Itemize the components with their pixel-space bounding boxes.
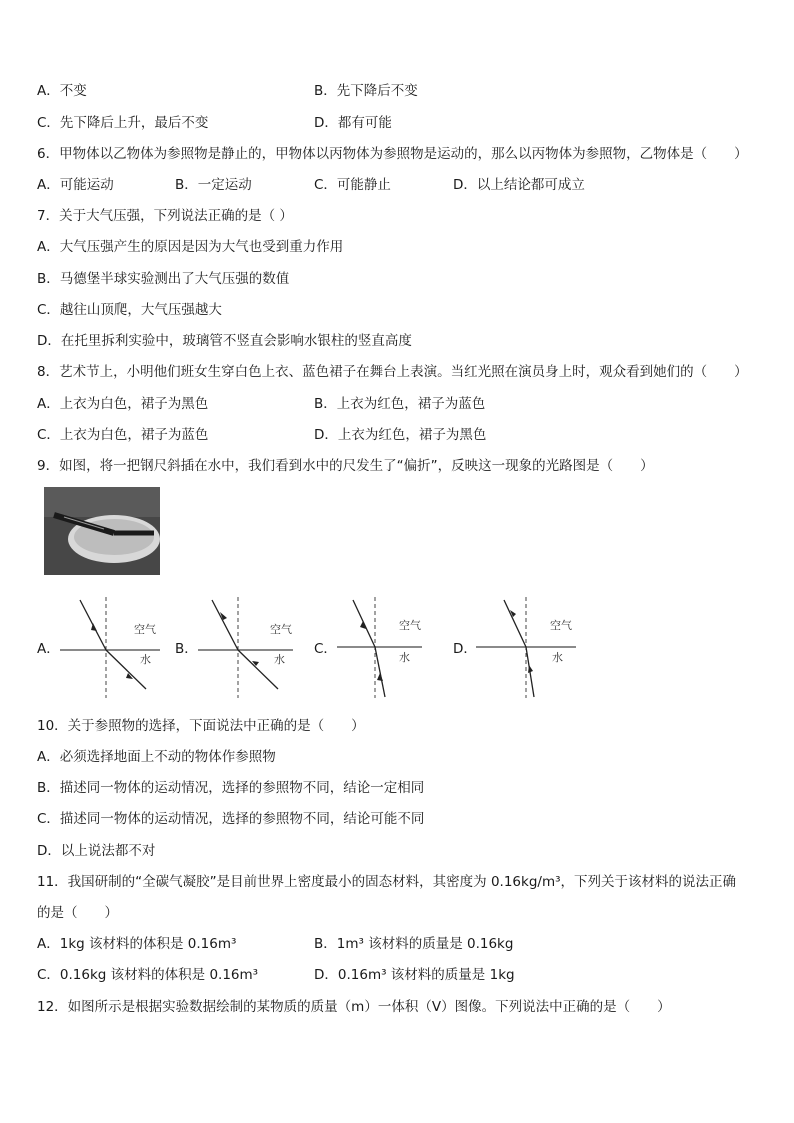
- q8-option-d: D．上衣为红色，裙子为黑色: [314, 427, 487, 443]
- q10-option-a: A．必须选择地面上不动的物体作参照物: [37, 749, 276, 765]
- water-label: 水: [552, 651, 563, 664]
- q10-option-b: B．描述同一物体的运动情况，选择的参照物不同，结论一定相同: [37, 780, 425, 796]
- q6-option-c: C．可能静止: [314, 177, 391, 193]
- q10-option-d: D．以上说法都不对: [37, 843, 156, 859]
- q5-option-b: B．先下降后不变: [314, 83, 418, 99]
- q11-stem-line1: 11．我国研制的“全碳气凝胶”是目前世界上密度最小的固态材料，其密度为 0.16kg/m³，下列关于该材料的说法正确: [37, 874, 737, 890]
- q11-option-a: A．1kg 该材料的体积是 0.16m³: [37, 936, 237, 952]
- q5-option-c: C．先下降后上升，最后不变: [37, 115, 209, 131]
- q6-option-b: B．一定运动: [175, 177, 252, 193]
- air-label: 空气: [270, 623, 292, 636]
- q9-option-d-label: D．: [453, 641, 477, 657]
- air-label: 空气: [550, 619, 572, 632]
- water-label: 水: [274, 653, 285, 666]
- q11-stem-line2: 的是（ ）: [37, 905, 118, 921]
- q8-option-b: B．上衣为红色，裙子为蓝色: [314, 396, 486, 412]
- q9-stem: 9．如图，将一把钢尺斜插在水中，我们看到水中的尺发生了“偏折”，反映这一现象的光路图是（ ）: [37, 458, 654, 474]
- q5-option-a: A．不变: [37, 83, 87, 99]
- q10-option-c: C．描述同一物体的运动情况，选择的参照物不同，结论可能不同: [37, 811, 425, 827]
- q10-stem: 10．关于参照物的选择，下面说法中正确的是（ ）: [37, 718, 365, 734]
- q7-option-d: D．在托里拆利实验中，玻璃管不竖直会影响水银柱的竖直高度: [37, 333, 412, 349]
- q11-option-b: B．1m³ 该材料的质量是 0.16kg: [314, 936, 514, 952]
- q9-diagram-a: [60, 595, 180, 700]
- q6-stem: 6．甲物体以乙物体为参照物是静止的，甲物体以丙物体为参照物是运动的，那么以丙物体为参照物，乙物体是（ ）: [37, 146, 748, 162]
- q5-option-d: D．都有可能: [314, 115, 392, 131]
- q11-option-d: D．0.16m³ 该材料的质量是 1kg: [314, 967, 515, 983]
- q12-stem: 12．如图所示是根据实验数据绘制的某物质的质量（m）一体积（V）图像。下列说法中正确的是（ ）: [37, 999, 671, 1015]
- q7-option-c: C．越往山顶爬，大气压强越大: [37, 302, 222, 318]
- q7-option-a: A．大气压强产生的原因是因为大气也受到重力作用: [37, 239, 344, 255]
- q6-option-a: A．可能运动: [37, 177, 114, 193]
- q9-diagram-c: [337, 595, 457, 700]
- water-label: 水: [399, 651, 410, 664]
- q11-option-c: C．0.16kg 该材料的体积是 0.16m³: [37, 967, 259, 983]
- air-label: 空气: [399, 619, 421, 632]
- q9-diagram-d: [476, 595, 596, 700]
- q9-option-c-label: C．: [314, 641, 337, 657]
- q8-option-c: C．上衣为白色，裙子为蓝色: [37, 427, 209, 443]
- q8-option-a: A．上衣为白色，裙子为黑色: [37, 396, 209, 412]
- q9-diagram-b: [198, 595, 318, 700]
- air-label: 空气: [134, 623, 156, 636]
- q7-option-b: B．马德堡半球实验测出了大气压强的数值: [37, 271, 290, 287]
- q9-option-a-label: A．: [37, 641, 60, 657]
- q6-option-d: D．以上结论都可成立: [453, 177, 585, 193]
- ruler-in-water-photo: [44, 487, 160, 575]
- q9-option-b-label: B．: [175, 641, 198, 657]
- q8-stem: 8．艺术节上，小明他们班女生穿白色上衣、蓝色裙子在舞台上表演。当红光照在演员身上时，观众看到她们的（ ）: [37, 364, 748, 380]
- q7-stem: 7．关于大气压强，下列说法正确的是（ ）: [37, 208, 293, 224]
- water-label: 水: [140, 653, 151, 666]
